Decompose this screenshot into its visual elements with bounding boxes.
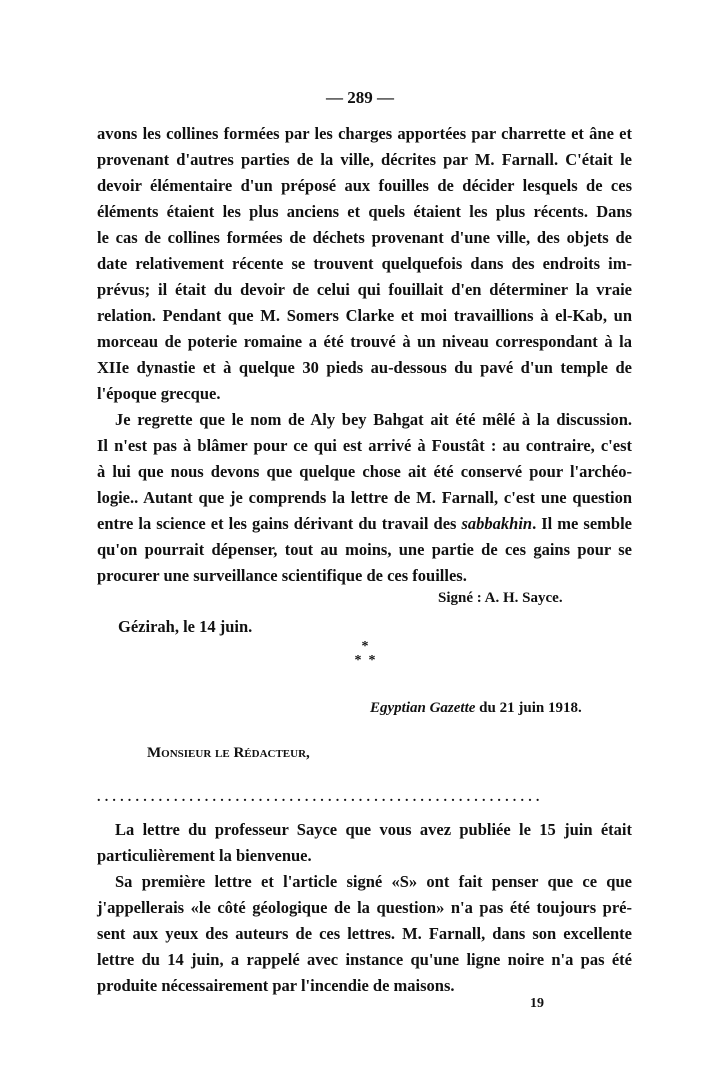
text-span: devoir élémentaire d'un préposé aux fouilles de décider lesquels de ces [97, 176, 632, 195]
star-icon: * * [354, 653, 376, 668]
text-line [97, 563, 632, 589]
separator-stars [350, 640, 380, 668]
page-number: — 289 — [326, 88, 394, 107]
text-span: . Il me semble [532, 514, 632, 533]
body-text-top [97, 121, 632, 589]
text-line [97, 433, 632, 459]
text-line [97, 121, 632, 147]
text-span: lettre du 14 juin, a rappelé avec instance qu'une ligne noire n'a pas été [97, 950, 632, 969]
text-span: Je regrette que le nom de Aly bey Bahgat ait été mêlé à la discussion. [115, 410, 632, 429]
text-line [97, 895, 632, 921]
text-line [97, 921, 632, 947]
place-date: Gézirah, le 14 juin. [118, 617, 253, 636]
text-span: particulièrement la bienvenue. [97, 846, 312, 865]
text-line [97, 303, 632, 329]
text-line [97, 251, 632, 277]
text-line [97, 381, 632, 407]
text-line [97, 817, 632, 843]
text-line [97, 869, 632, 895]
text-line [97, 355, 632, 381]
text-span: procurer une surveillance scientifique de ces fouilles. [97, 566, 467, 585]
text-line [97, 147, 632, 173]
text-line [97, 973, 632, 999]
text-line [97, 459, 632, 485]
text-line [97, 407, 632, 433]
text-span: Sa première lettre et l'article signé «S» ont fait penser que ce que [115, 872, 632, 891]
text-line [97, 329, 632, 355]
text-span: provenant d'autres parties de la ville, décrites par M. Farnall. C'était le [97, 150, 632, 169]
text-line [97, 843, 632, 869]
text-span: l'époque grecque. [97, 384, 221, 403]
text-line [97, 199, 632, 225]
newspaper-name: Egyptian Gazette [370, 700, 476, 716]
text-span: morceau de poterie romaine a été trouvé à un niveau correspondant à la [97, 332, 632, 351]
signature-mark: 19 [530, 996, 544, 1011]
text-span: La lettre du professeur Sayce que vous avez publiée le 15 juin était [115, 820, 632, 839]
body-text-bottom [97, 817, 632, 999]
text-line [97, 947, 632, 973]
text-span: prévus; il était du devoir de celui qui fouillait d'en déterminer la vraie [97, 280, 632, 299]
text-line [97, 173, 632, 199]
text-span: entre la science et les gains dérivant du travail des [97, 514, 462, 533]
source-date: du 21 juin 1918. [475, 700, 582, 716]
salutation: Monsieur le Rédacteur, [147, 745, 310, 761]
ellipsis-line: .......................................................... [97, 790, 544, 805]
text-span: à lui que nous devons que quelque chose ait été conservé pour l'archéo- [97, 462, 632, 481]
text-span: le cas de collines formées de déchets provenant d'une ville, des objets de [97, 228, 632, 247]
text-span: sent aux yeux des auteurs de ces lettres. M. Farnall, dans son excellente [97, 924, 632, 943]
text-line [97, 537, 632, 563]
italic-term: sabbakhin [461, 514, 533, 533]
source-line [370, 700, 582, 717]
text-span: qu'on pourrait dépenser, tout au moins, une partie de ces gains pour se [97, 540, 632, 559]
text-span: XIIe dynastie et à quelque 30 pieds au-dessous du pavé d'un temple de [97, 358, 632, 377]
text-span: date relativement récente se trouvent quelquefois dans des endroits im- [97, 254, 632, 273]
text-span: produite nécessairement par l'incendie de maisons. [97, 976, 455, 995]
text-span: relation. Pendant que M. Somers Clarke et moi travaillions à el-Kab, un [97, 306, 632, 325]
text-span: éléments étaient les plus anciens et quels étaient les plus récents. Dans [97, 202, 632, 221]
text-line [97, 225, 632, 251]
star-icon: * [361, 639, 369, 654]
text-line [97, 511, 632, 537]
text-line [97, 485, 632, 511]
text-span [97, 514, 632, 533]
text-span: j'appellerais «le côté géologique de la question» n'a pas été toujours pré- [97, 898, 632, 917]
signature: Signé : A. H. Sayce. [438, 590, 563, 606]
text-span: avons les collines formées par les charges apportées par charrette et âne et [97, 124, 632, 143]
text-line [97, 277, 632, 303]
text-span: logie.. Autant que je comprends la lettre de M. Farnall, c'est une question [97, 488, 632, 507]
text-span: Il n'est pas à blâmer pour ce qui est arrivé à Foustât : au contraire, c'est [97, 436, 632, 455]
